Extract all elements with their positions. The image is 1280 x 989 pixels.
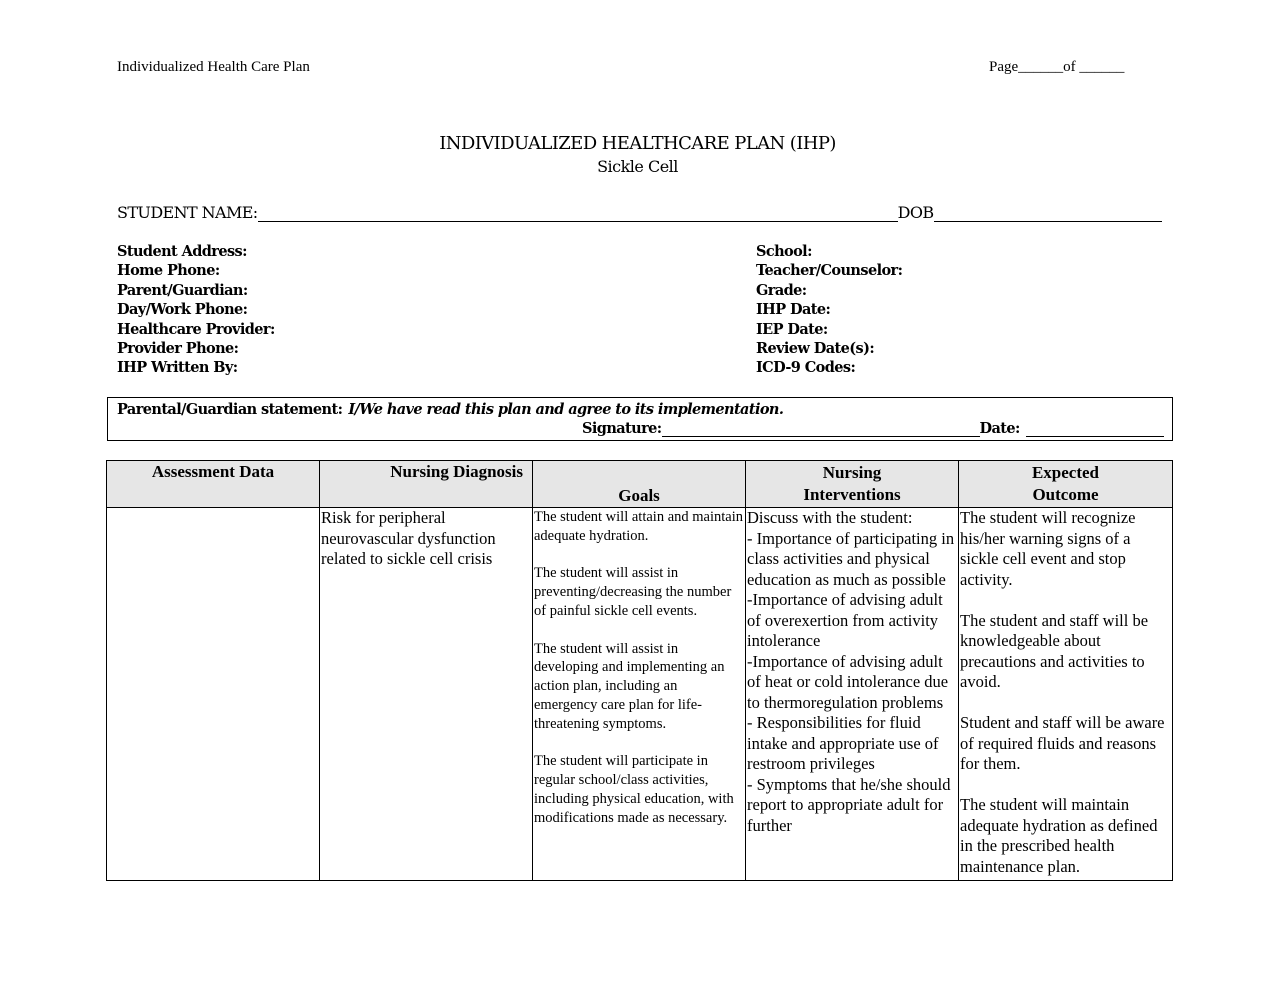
info-label: School: bbox=[756, 243, 812, 260]
header-assessment: Assessment Data bbox=[107, 461, 320, 508]
dob-label: DOB bbox=[897, 203, 934, 222]
outcome-item: The student will maintain adequate hydration as defined in the prescribed health maintenance plan. bbox=[960, 795, 1158, 876]
table-row bbox=[107, 508, 1173, 881]
date-label: Date: bbox=[979, 420, 1020, 437]
page-number-field: Page______of ______ bbox=[989, 59, 1125, 75]
intervention-item: - Responsibilities for fluid intake and appropriate use of restroom privileges bbox=[747, 713, 939, 773]
student-info-right bbox=[756, 242, 902, 378]
info-label: Home Phone: bbox=[117, 262, 220, 280]
info-label: IEP Date: bbox=[756, 320, 828, 338]
goals-cell bbox=[533, 508, 746, 881]
info-label: IHP Written By: bbox=[117, 359, 238, 377]
student-name-field[interactable] bbox=[258, 207, 898, 222]
signature-field[interactable] bbox=[662, 422, 980, 437]
goal-item: The student will participate in regular school/class activities, including physical education, with modifications made as necessary. bbox=[534, 753, 734, 826]
table-header-row bbox=[107, 461, 1173, 508]
info-label: Healthcare Provider: bbox=[117, 320, 275, 338]
parent-statement-label: Parental/Guardian statement: bbox=[117, 401, 343, 418]
info-label: Parent/Guardian: bbox=[117, 281, 248, 299]
parent-statement-text: I/We have read this plan and agree to its implementation. bbox=[348, 401, 784, 418]
dob-field[interactable] bbox=[934, 207, 1163, 222]
info-label: Day/Work Phone: bbox=[117, 301, 248, 319]
intervention-item: - Importance of participating in class activities and physical education as much as possible bbox=[747, 528, 955, 589]
student-info-left bbox=[117, 242, 275, 378]
parent-statement-box bbox=[107, 397, 1173, 441]
goal-item: The student will assist in preventing/decreasing the number of painful sickle cell events. bbox=[534, 565, 732, 619]
header-interventions: Nursing Interventions bbox=[746, 461, 959, 508]
parent-statement-line bbox=[117, 401, 783, 418]
signature-label: Signature: bbox=[582, 420, 662, 437]
header-outcome: Expected Outcome bbox=[959, 461, 1173, 508]
outcome-item: The student will recognize his/her warning signs of a sickle cell event and stop activity. bbox=[960, 508, 1136, 589]
outcome-item: The student and staff will be knowledgeable about precautions and activities to avoid. bbox=[960, 610, 1149, 691]
info-label: Review Date(s): bbox=[756, 340, 875, 358]
date-field[interactable] bbox=[1026, 422, 1164, 437]
outcomes-cell bbox=[959, 508, 1173, 881]
goal-item: The student will attain and maintain adequate hydration. bbox=[534, 509, 743, 544]
care-plan-table bbox=[106, 460, 1173, 881]
intervention-item: Discuss with the student: bbox=[747, 508, 913, 527]
document-title: INDIVIDUALIZED HEALTHCARE PLAN (IHP) bbox=[439, 133, 836, 154]
running-header-title: Individualized Health Care Plan bbox=[117, 59, 310, 75]
diagnosis-cell: Risk for peripheral neurovascular dysfunction related to sickle cell crisis bbox=[320, 508, 533, 881]
header-diagnosis: Nursing Diagnosis bbox=[320, 461, 533, 508]
intervention-item: -Importance of advising adult of heat or cold intolerance due to thermoregulation problems bbox=[747, 651, 949, 712]
interventions-cell bbox=[746, 508, 959, 881]
intervention-item: - Symptoms that he/she should report to appropriate adult for further bbox=[747, 774, 951, 835]
info-label: Teacher/Counselor: bbox=[756, 262, 903, 280]
info-label: Grade: bbox=[756, 281, 807, 299]
student-name-row bbox=[117, 203, 1162, 222]
signature-row bbox=[582, 420, 1164, 437]
info-label: Student Address: bbox=[117, 243, 247, 260]
assessment-cell[interactable] bbox=[107, 508, 320, 881]
info-label: IHP Date: bbox=[756, 301, 831, 319]
header-goals: Goals bbox=[533, 461, 746, 508]
student-name-label: STUDENT NAME: bbox=[117, 203, 258, 222]
intervention-item: -Importance of advising adult of overexertion from activity intolerance bbox=[747, 590, 943, 650]
outcome-item: Student and staff will be aware of required fluids and reasons for them. bbox=[960, 713, 1165, 773]
info-label: ICD-9 Codes: bbox=[756, 359, 856, 377]
document-subtitle: Sickle Cell bbox=[597, 157, 678, 176]
info-label: Provider Phone: bbox=[117, 340, 239, 358]
goal-item: The student will assist in developing and implementing an action plan, including an emergency care plan for life-threatening symptoms. bbox=[534, 640, 725, 732]
